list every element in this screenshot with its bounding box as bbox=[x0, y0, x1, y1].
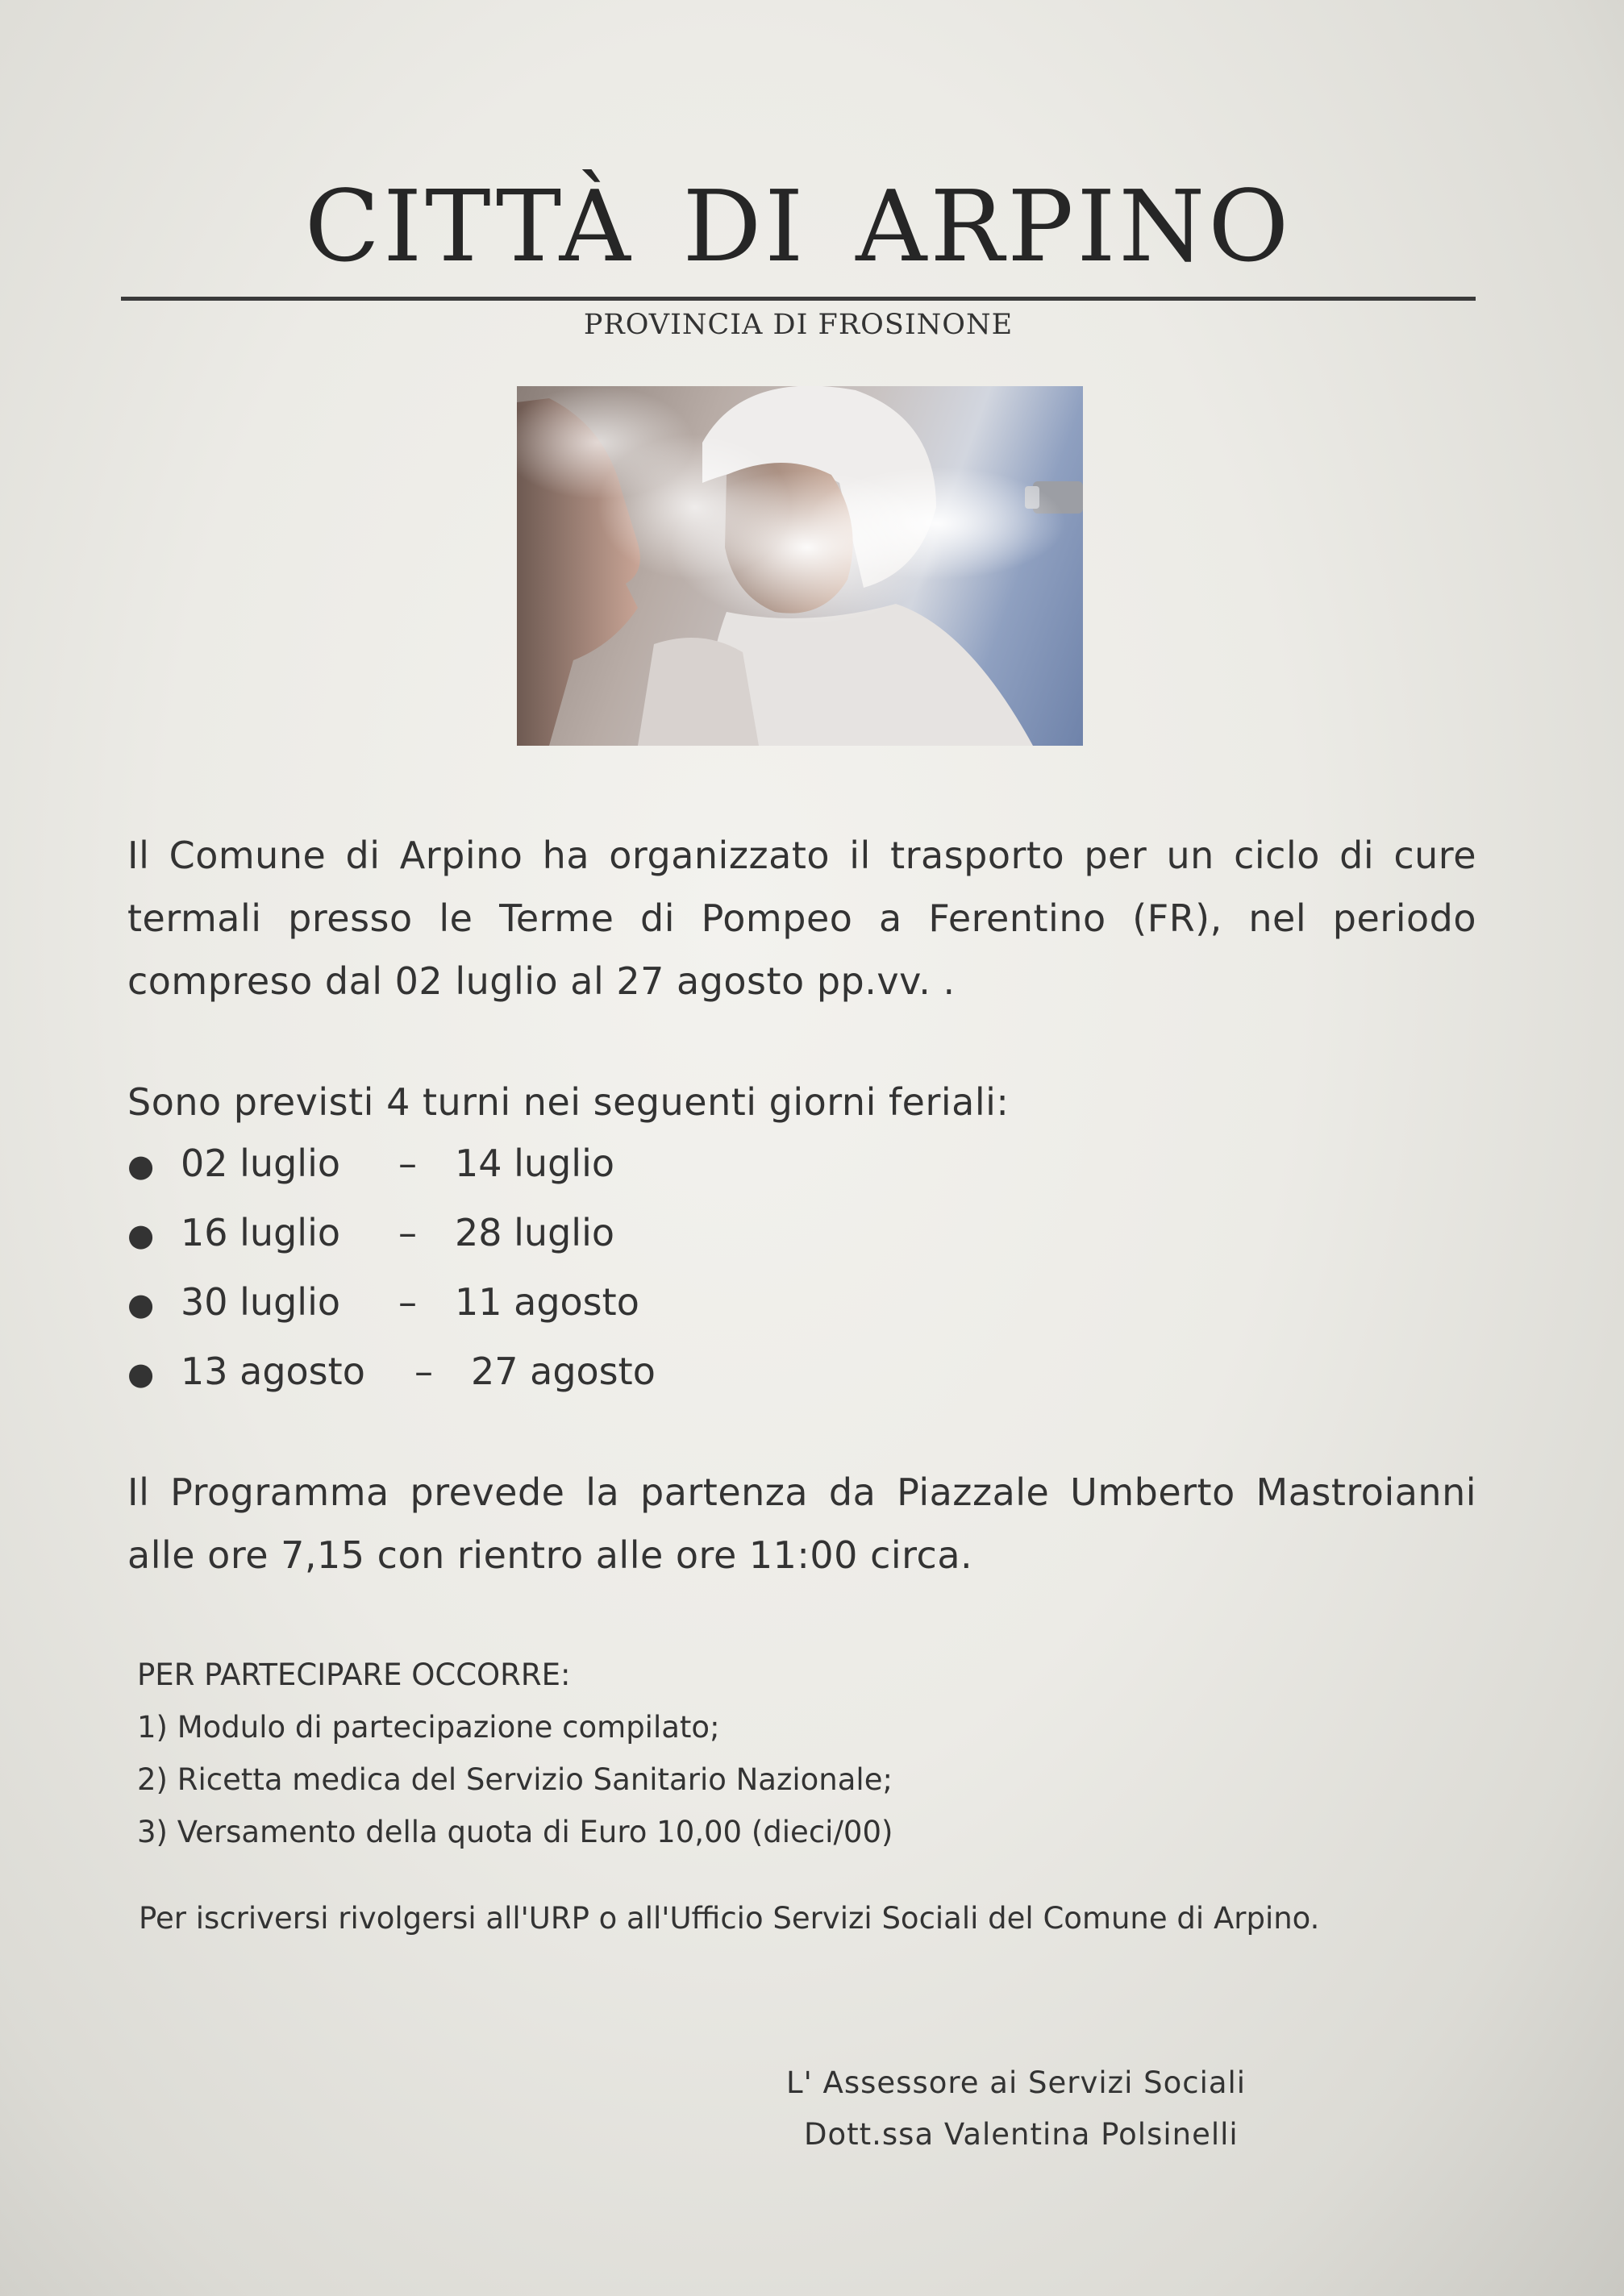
turno-start: 02 luglio bbox=[181, 1142, 340, 1185]
bullet-icon: ● bbox=[127, 1148, 155, 1183]
page-subtitle: PROVINCIA DI FROSINONE bbox=[583, 309, 1014, 341]
programma-paragraph: Il Programma prevede la partenza da Piazzale Umberto Mastroianni alle ore 7,15 con rientro alle ore 11:00 circa. bbox=[127, 1470, 1476, 1577]
list-item: 2) Ricetta medica del Servizio Sanitario Nazionale; bbox=[137, 1762, 893, 1797]
list-item: 1) Modulo di partecipazione compilato; bbox=[137, 1710, 720, 1745]
bullet-icon: ● bbox=[127, 1356, 155, 1391]
title-divider bbox=[121, 297, 1476, 301]
requirements-heading: PER PARTECIPARE OCCORRE: bbox=[137, 1658, 571, 1692]
list-item bbox=[127, 1198, 656, 1267]
signature-role: L' Assessore ai Servizi Sociali bbox=[786, 2065, 1247, 2100]
turni-list bbox=[127, 1129, 656, 1406]
bullet-icon: ● bbox=[127, 1217, 155, 1253]
list-item bbox=[127, 1337, 656, 1406]
intro-paragraph: Il Comune di Arpino ha organizzato il trasporto per un ciclo di cure termali presso le Terme di Pompeo a Ferentino (FR), nel periodo compreso dal 02 luglio al 27 agosto pp.vv. . bbox=[127, 834, 1476, 1003]
turno-dash: – bbox=[398, 1280, 417, 1324]
turno-dash: – bbox=[414, 1350, 433, 1393]
signature-block bbox=[786, 2057, 1246, 2161]
enrollment-note: Per iscriversi rivolgersi all'URP o all'Ufficio Servizi Sociali del Comune di Arpino. bbox=[139, 1901, 1320, 1936]
list-item: 3) Versamento della quota di Euro 10,00 (dieci/00) bbox=[137, 1815, 893, 1849]
turno-end: 11 agosto bbox=[455, 1280, 639, 1324]
list-item bbox=[127, 1267, 656, 1337]
signature-name: Dott.ssa Valentina Polsinelli bbox=[804, 2117, 1239, 2152]
list-item bbox=[127, 1129, 656, 1198]
requirements-block bbox=[137, 1649, 893, 1858]
bullet-icon: ● bbox=[127, 1287, 155, 1322]
turno-end: 27 agosto bbox=[471, 1350, 656, 1393]
turno-end: 28 luglio bbox=[455, 1211, 614, 1254]
turno-dash: – bbox=[398, 1142, 417, 1185]
page-title: CITTÀ DI ARPINO bbox=[304, 169, 1293, 284]
turno-dash: – bbox=[398, 1211, 417, 1254]
thermal-cure-photo bbox=[517, 386, 1083, 746]
turno-start: 16 luglio bbox=[181, 1211, 340, 1254]
turno-end: 14 luglio bbox=[455, 1142, 614, 1185]
turno-start: 30 luglio bbox=[181, 1280, 340, 1324]
turni-heading: Sono previsti 4 turni nei seguenti giorni feriali: bbox=[127, 1080, 1010, 1124]
turno-start: 13 agosto bbox=[181, 1350, 365, 1393]
